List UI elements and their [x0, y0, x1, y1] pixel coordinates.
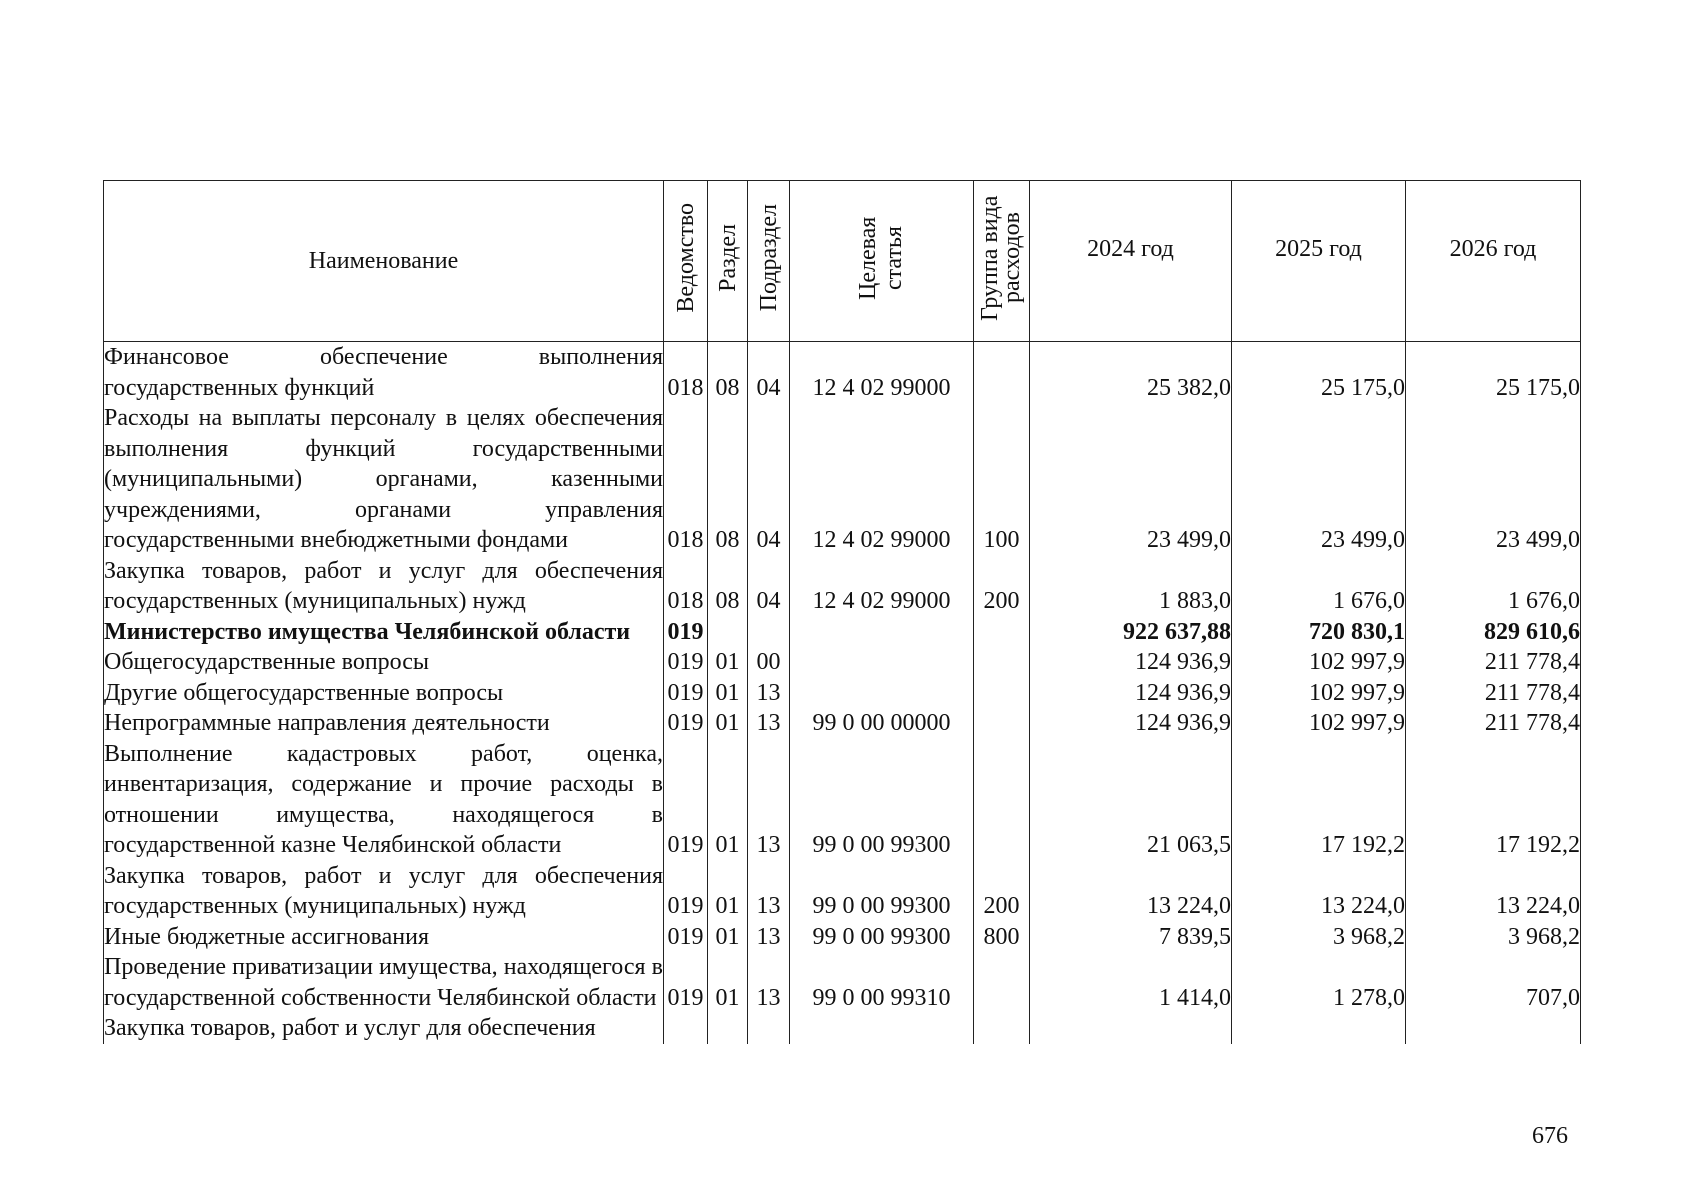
cell-subsection: 04	[748, 342, 790, 404]
cell-subsection: 13	[748, 952, 790, 1013]
header-name: Наименование	[104, 181, 664, 342]
cell-section: 01	[708, 861, 748, 922]
cell-2025: 23 499,0	[1232, 403, 1406, 556]
cell-subsection: 00	[748, 647, 790, 678]
cell-2024: 124 936,9	[1030, 678, 1232, 709]
cell-expense-group	[974, 708, 1030, 739]
cell-name: Закупка товаров, работ и услуг для обеспечения	[104, 1013, 664, 1044]
cell-2024: 124 936,9	[1030, 708, 1232, 739]
cell-2024	[1030, 1013, 1232, 1044]
cell-expense-group	[974, 678, 1030, 709]
cell-target-article: 99 0 00 99310	[790, 952, 974, 1013]
table-row	[104, 708, 1581, 739]
header-year-2024: 2024 год	[1030, 181, 1232, 342]
cell-2025: 102 997,9	[1232, 678, 1406, 709]
cell-expense-group	[974, 617, 1030, 648]
cell-2026: 211 778,4	[1406, 647, 1581, 678]
cell-target-article: 99 0 00 99300	[790, 739, 974, 861]
table-row	[104, 647, 1581, 678]
cell-department: 018	[664, 556, 708, 617]
cell-target-article: 99 0 00 99300	[790, 922, 974, 953]
cell-2024: 23 499,0	[1030, 403, 1232, 556]
header-year-2026: 2026 год	[1406, 181, 1581, 342]
cell-target-article	[790, 647, 974, 678]
cell-2025: 102 997,9	[1232, 708, 1406, 739]
table-row	[104, 342, 1581, 404]
cell-section: 01	[708, 708, 748, 739]
cell-2026: 211 778,4	[1406, 708, 1581, 739]
cell-department: 019	[664, 708, 708, 739]
cell-name: Расходы на выплаты персоналу в целях обеспечения выполнения функций государственными (муниципальными) органами, казенными учреждениями, органами управления государственными внебюджетными фондами	[104, 403, 664, 556]
table-header	[104, 181, 1581, 342]
cell-2024: 1 414,0	[1030, 952, 1232, 1013]
cell-expense-group	[974, 342, 1030, 404]
cell-2026: 211 778,4	[1406, 678, 1581, 709]
cell-target-article: 99 0 00 00000	[790, 708, 974, 739]
cell-subsection	[748, 617, 790, 648]
cell-2024: 1 883,0	[1030, 556, 1232, 617]
cell-subsection	[748, 1013, 790, 1044]
cell-section: 01	[708, 739, 748, 861]
cell-section	[708, 617, 748, 648]
cell-2026: 829 610,6	[1406, 617, 1581, 648]
cell-2025: 17 192,2	[1232, 739, 1406, 861]
budget-table	[103, 180, 1581, 1044]
cell-department	[664, 1013, 708, 1044]
cell-expense-group: 200	[974, 861, 1030, 922]
cell-subsection: 13	[748, 739, 790, 861]
cell-2026: 707,0	[1406, 952, 1581, 1013]
header-year-2025: 2025 год	[1232, 181, 1406, 342]
cell-section: 01	[708, 678, 748, 709]
cell-2026: 1 676,0	[1406, 556, 1581, 617]
cell-expense-group	[974, 1013, 1030, 1044]
cell-expense-group: 200	[974, 556, 1030, 617]
cell-section: 08	[708, 556, 748, 617]
cell-target-article	[790, 678, 974, 709]
cell-name: Другие общегосударственные вопросы	[104, 678, 664, 709]
cell-department: 019	[664, 861, 708, 922]
cell-name: Выполнение кадастровых работ, оценка, инвентаризация, содержание и прочие расходы в отношении имущества, находящегося в государственной казне Челябинской области	[104, 739, 664, 861]
cell-name: Закупка товаров, работ и услуг для обеспечения государственных (муниципальных) нужд	[104, 556, 664, 617]
table-row	[104, 556, 1581, 617]
cell-2026: 3 968,2	[1406, 922, 1581, 953]
header-section: Раздел	[708, 181, 748, 342]
cell-2025: 3 968,2	[1232, 922, 1406, 953]
cell-name: Проведение приватизации имущества, находящегося в государственной собственности Челябинской области	[104, 952, 664, 1013]
cell-2026: 17 192,2	[1406, 739, 1581, 861]
cell-expense-group	[974, 952, 1030, 1013]
cell-2024: 922 637,88	[1030, 617, 1232, 648]
cell-subsection: 13	[748, 708, 790, 739]
cell-name: Закупка товаров, работ и услуг для обеспечения государственных (муниципальных) нужд	[104, 861, 664, 922]
cell-department: 019	[664, 617, 708, 648]
cell-target-article: 12 4 02 99000	[790, 556, 974, 617]
cell-name: Финансовое обеспечение выполнения государственных функций	[104, 342, 664, 404]
cell-2024: 7 839,5	[1030, 922, 1232, 953]
cell-section: 08	[708, 403, 748, 556]
cell-expense-group	[974, 647, 1030, 678]
cell-target-article	[790, 1013, 974, 1044]
cell-2026: 25 175,0	[1406, 342, 1581, 404]
cell-department: 019	[664, 678, 708, 709]
cell-target-article: 12 4 02 99000	[790, 403, 974, 556]
cell-2025	[1232, 1013, 1406, 1044]
cell-2026	[1406, 1013, 1581, 1044]
cell-section: 01	[708, 647, 748, 678]
table-row	[104, 952, 1581, 1013]
cell-department: 019	[664, 739, 708, 861]
cell-2026: 13 224,0	[1406, 861, 1581, 922]
cell-2025: 102 997,9	[1232, 647, 1406, 678]
cell-expense-group	[974, 739, 1030, 861]
cell-name: Иные бюджетные ассигнования	[104, 922, 664, 953]
cell-department: 019	[664, 952, 708, 1013]
table-row	[104, 617, 1581, 648]
cell-subsection: 04	[748, 556, 790, 617]
cell-section: 01	[708, 952, 748, 1013]
cell-section: 08	[708, 342, 748, 404]
cell-department: 019	[664, 647, 708, 678]
cell-section	[708, 1013, 748, 1044]
page-number: 676	[1532, 1123, 1568, 1149]
header-expense-group: Группа вида расходов	[974, 181, 1030, 342]
cell-section: 01	[708, 922, 748, 953]
table-body	[104, 342, 1581, 1044]
cell-subsection: 04	[748, 403, 790, 556]
cell-2025: 1 278,0	[1232, 952, 1406, 1013]
cell-2026: 23 499,0	[1406, 403, 1581, 556]
table-row	[104, 922, 1581, 953]
header-subsection: Подраздел	[748, 181, 790, 342]
cell-expense-group: 800	[974, 922, 1030, 953]
table-row	[104, 403, 1581, 556]
cell-subsection: 13	[748, 922, 790, 953]
cell-target-article: 99 0 00 99300	[790, 861, 974, 922]
cell-target-article: 12 4 02 99000	[790, 342, 974, 404]
cell-subsection: 13	[748, 678, 790, 709]
cell-2024: 21 063,5	[1030, 739, 1232, 861]
table-row	[104, 861, 1581, 922]
cell-department: 018	[664, 342, 708, 404]
table-row	[104, 1013, 1581, 1044]
cell-target-article	[790, 617, 974, 648]
cell-subsection: 13	[748, 861, 790, 922]
cell-2025: 13 224,0	[1232, 861, 1406, 922]
cell-department: 019	[664, 922, 708, 953]
cell-2024: 124 936,9	[1030, 647, 1232, 678]
cell-expense-group: 100	[974, 403, 1030, 556]
cell-2025: 25 175,0	[1232, 342, 1406, 404]
cell-2025: 1 676,0	[1232, 556, 1406, 617]
cell-2025: 720 830,1	[1232, 617, 1406, 648]
table-row	[104, 678, 1581, 709]
header-department: Ведомство	[664, 181, 708, 342]
cell-name: Общегосударственные вопросы	[104, 647, 664, 678]
table-row	[104, 739, 1581, 861]
cell-2024: 13 224,0	[1030, 861, 1232, 922]
header-target-article: Целевая статья	[790, 181, 974, 342]
cell-2024: 25 382,0	[1030, 342, 1232, 404]
cell-department: 018	[664, 403, 708, 556]
cell-name: Непрограммные направления деятельности	[104, 708, 664, 739]
cell-name: Министерство имущества Челябинской области	[104, 617, 664, 648]
